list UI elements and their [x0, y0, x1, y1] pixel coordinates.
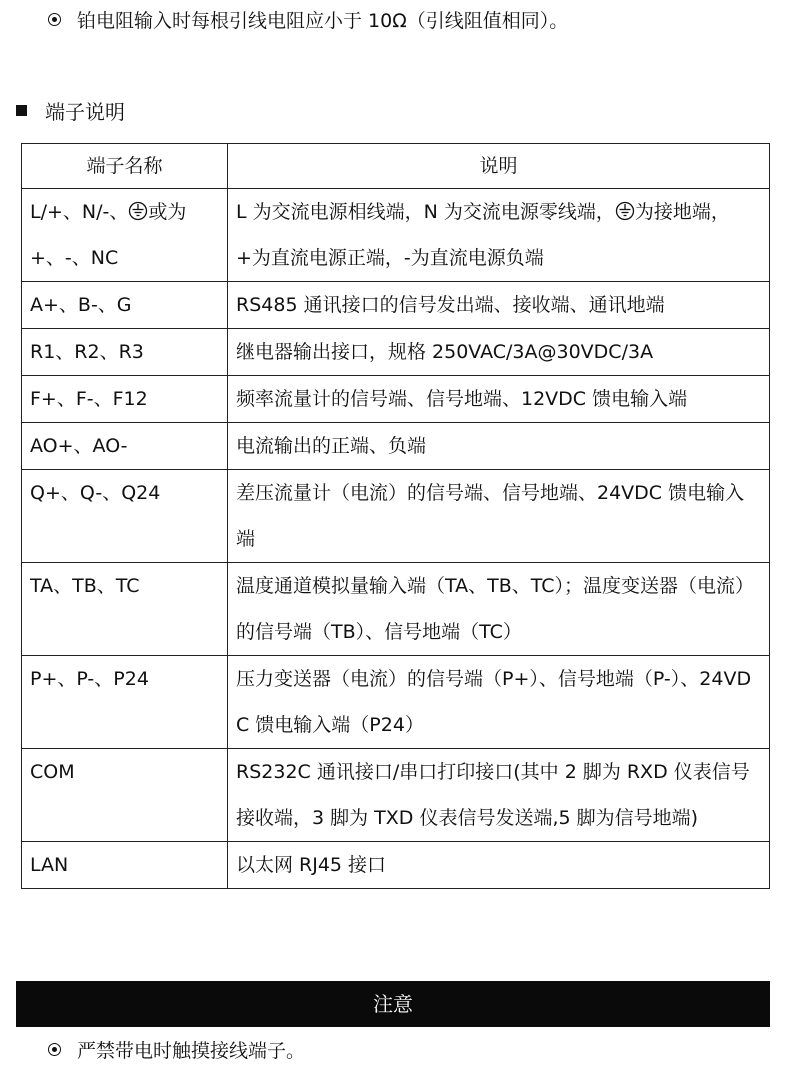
description-cell: 电流输出的正端、负端 [228, 423, 770, 470]
bullet-circle-icon [48, 13, 61, 26]
square-bullet-icon [16, 105, 27, 116]
section-heading [16, 96, 125, 125]
terminal-name-cell: TA、TB、TC [22, 563, 228, 656]
table-row [22, 329, 770, 376]
description-cell [228, 189, 770, 282]
bullet-note-bottom [48, 1036, 305, 1063]
terminal-name-cell: COM [22, 749, 228, 842]
description-cell: RS485 通讯接口的信号发出端、接收端、通讯地端 [228, 282, 770, 329]
terminal-name-cell: LAN [22, 842, 228, 889]
terminal-name-text: 或为+、-、NC [30, 201, 187, 269]
terminal-name-cell: A+、B-、G [22, 282, 228, 329]
description-cell: 频率流量计的信号端、信号地端、12VDC 馈电输入端 [228, 376, 770, 423]
bullet-note-text: 铂电阻输入时每根引线电阻应小于 10Ω（引线阻值相同）。 [77, 10, 569, 32]
description-cell: 继电器输出接口，规格 250VAC/3A@30VDC/3A [228, 329, 770, 376]
notice-bar: 注意 [16, 981, 770, 1027]
terminal-name-cell: AO+、AO- [22, 423, 228, 470]
description-cell: RS232C 通讯接口/串口打印接口(其中 2 脚为 RXD 仪表信号接收端，3 脚为 TXD 仪表信号发送端,5 脚为信号地端) [228, 749, 770, 842]
description-cell: 温度通道模拟量输入端（TA、TB、TC）；温度变送器（电流）的信号端（TB）、信号地端（TC） [228, 563, 770, 656]
bullet-note-text: 严禁带电时触摸接线端子。 [77, 1040, 306, 1062]
table-row [22, 189, 770, 282]
table-row [22, 423, 770, 470]
table-row [22, 842, 770, 889]
description-cell: 差压流量计（电流）的信号端、信号地端、24VDC 馈电输入端 [228, 470, 770, 563]
terminal-name-cell: Q+、Q-、Q24 [22, 470, 228, 563]
table-row [22, 376, 770, 423]
description-cell: 以太网 RJ45 接口 [228, 842, 770, 889]
terminal-name-cell [22, 189, 228, 282]
terminal-name-cell: P+、P-、P24 [22, 656, 228, 749]
table-row [22, 563, 770, 656]
table-row [22, 656, 770, 749]
section-heading-text: 端子说明 [45, 100, 125, 124]
table-row [22, 282, 770, 329]
table-row [22, 470, 770, 563]
terminal-name-text: L/+、N/-、 [30, 201, 129, 223]
description-text: 为接地端，+为直流电源正端，-为直流电源负端 [236, 201, 730, 269]
ground-icon [615, 201, 635, 221]
bullet-circle-icon [48, 1043, 61, 1056]
table-header-row [22, 144, 770, 189]
table-row [22, 749, 770, 842]
bullet-note-top [48, 6, 568, 33]
ground-icon [128, 201, 148, 221]
terminal-name-cell: F+、F-、F12 [22, 376, 228, 423]
terminal-name-cell: R1、R2、R3 [22, 329, 228, 376]
terminal-table [21, 143, 770, 889]
description-cell: 压力变送器（电流）的信号端（P+）、信号地端（P-）、24VDC 馈电输入端（P24） [228, 656, 770, 749]
description-text: L 为交流电源相线端，N 为交流电源零线端， [236, 201, 615, 223]
header-terminal-name: 端子名称 [22, 144, 228, 189]
header-description: 说明 [228, 144, 770, 189]
